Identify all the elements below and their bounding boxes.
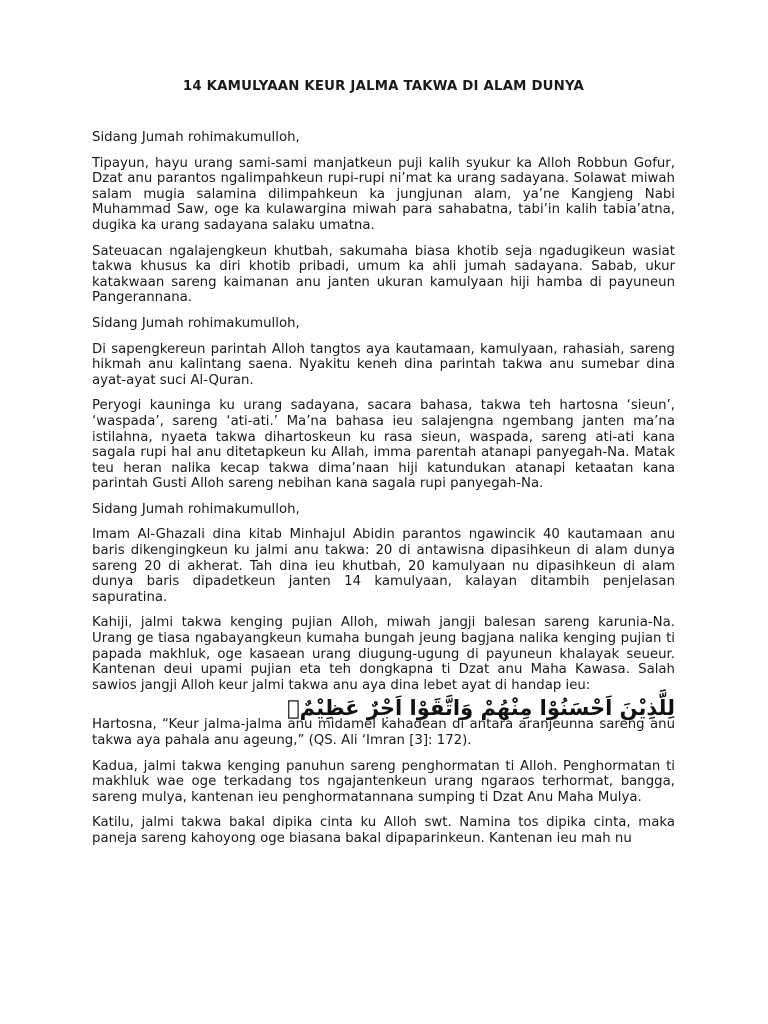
paragraph-greeting-3: Sidang Jumah rohimakumulloh, xyxy=(92,501,300,517)
document-page xyxy=(92,78,675,857)
arabic-verse: لِلَّذِيْنَ اَحْسَنُوْا مِنْهُمْ وَاتَّقَوْا اَجْرٌ عَظِيْمٌۚ xyxy=(287,696,675,721)
paragraph-definition: Peryogi kauninga ku urang sadayana, sacara bahasa, takwa teh hartosna ‘sieun’, ‘waspada’, sareng ‘ati-ati.’ Ma’na bahasa ieu salajengna ngembang janten ma’na istilahna, nyaeta takwa dihartoskeun ku rasa sieun, waspada, sareng ati-ati kana sagala rupi hal anu ditetapkeun ku Allah, imma parentah atanapi panyegah-Na. Matak teu heran nalika kecap takwa dima’naan hiji katundukan atanapi ketaatan kana parintah Gusti Alloh sareng nebihan kana sagala rupi panyegah-Na. xyxy=(92,398,675,492)
paragraph-hartosna: Hartosna, “Keur jalma-jalma anu midamel kahadean di antara aranjeunna sareng anu takwa aya pahala anu ageung,” (QS. Ali ‘Imran [3]: 172). xyxy=(92,717,675,748)
paragraph-opening: Tipayun, hayu urang sami-sami manjatkeun puji kalih syukur ka Alloh Robbun Gofur, Dzat anu parantos ngalimpahkeun rupi-rupi ni’mat ka urang sadayana. Solawat miwah salam mugia salamina dilimpahkeun ka jungjunan alam, ya’ne Kangjeng Nabi Muhammad Saw, oge ka kulawargina miwah para sahabatna, tabi’in kalih tabia’atna, dugika ka urang sadayana salaku umatna. xyxy=(92,155,675,233)
paragraph-greeting-1: Sidang Jumah rohimakumulloh, xyxy=(92,130,300,145)
paragraph-kadua: Kadua, jalmi takwa kenging panuhun sareng penghormatan ti Alloh. Penghormatan ti makhluk wae oge terkadang tos ngajantenkeun urang ngaraos terhormat, bangga, sareng mulya, kantenan ieu penghormatannana sumping ti Dzat Anu Maha Mulya. xyxy=(92,758,675,805)
document-title: 14 KAMULYAAN KEUR JALMA TAKWA DI ALAM DUNYA xyxy=(182,79,585,94)
paragraph-ghazali: Imam Al-Ghazali dina kitab Minhajul Abidin parantos ngawincik 40 kautamaan anu baris dikengingkeun ku jalmi anu takwa: 20 di antawisna dipasihkeun di alam dunya sareng 20 di akherat. Tah dina ieu khutbah, 20 kamulyaan nu dipasihkeun di alam dunya baris dipadetkeun janten 14 kamulyaan, kalayan ditambih penjelasan sapuratina. xyxy=(92,527,675,605)
paragraph-kahiji: Kahiji, jalmi takwa kenging pujian Alloh, miwah jangji balesan sareng karunia-Na. Urang ge tiasa ngabayangkeun kumaha bungah jeung bagjana nalika kenging pujian ti papada makhluk, oge kasaean urang diugung-ugung di payuneun khalayak seueur. Kantenan deui upami pujian eta teh dongkapna ti Dzat anu Maha Kawasa. Salah sawios jangji Alloh keur jalmi takwa anu aya dina lebet ayat di handap ieu: xyxy=(92,615,675,693)
paragraph-katilu: Katilu, jalmi takwa bakal dipika cinta ku Alloh swt. Namina tos dipika cinta, maka paneja sareng kahoyong oge biasana bakal dipaparinkeun. Kantenan ieu mah nu xyxy=(92,815,675,846)
paragraph-wasiat: Sateuacan ngalajengkeun khutbah, sakumaha biasa khotib seja ngadugikeun wasiat takwa khusus ka diri khotib pribadi, umum ka ahli jumah sadayana. Sabab, ukur katakwaan sareng kaimanan anu janten ukuran kamulyaan hiji hamba di payuneun Pangerannana. xyxy=(92,243,675,306)
paragraph-greeting-2: Sidang Jumah rohimakumulloh, xyxy=(92,315,300,331)
paragraph-parintah: Di sapengkereun parintah Alloh tangtos aya kautamaan, kamulyaan, rahasiah, sareng hikmah anu kalintang saena. Nyakitu keneh dina parintah takwa anu sumebar dina ayat-ayat suci Al-Quran. xyxy=(92,341,675,388)
